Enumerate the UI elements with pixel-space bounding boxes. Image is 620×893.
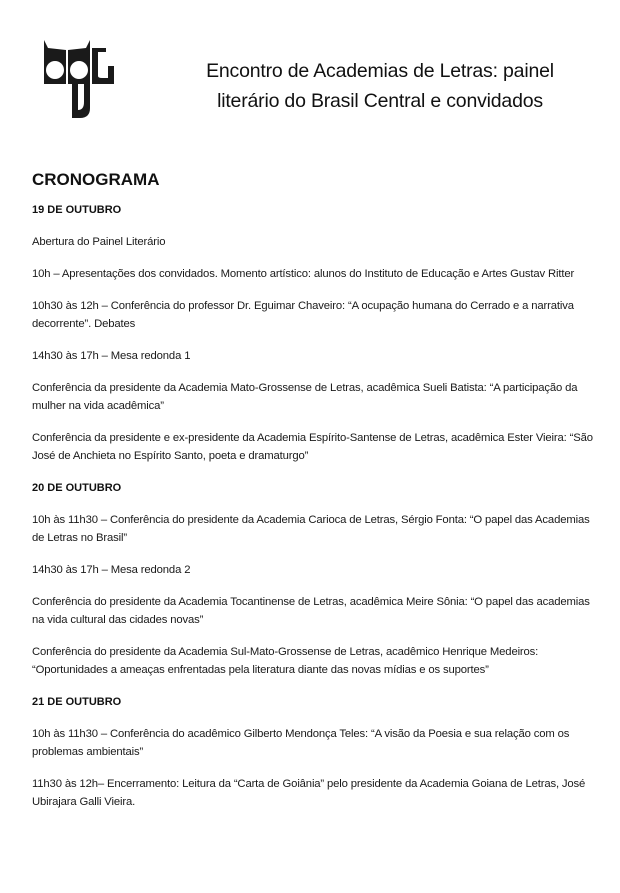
schedule-item: 10h – Apresentações dos convidados. Momento artístico: alunos do Instituto de Educação e Artes Gustav Ritter [32, 268, 575, 280]
schedule-item: 14h30 às 17h – Mesa redonda 1 [32, 350, 191, 362]
day-heading: 21 DE OUTUBRO [32, 696, 122, 708]
agl-logo-icon [42, 38, 116, 120]
day-heading: 20 DE OUTUBRO [32, 482, 122, 494]
title-line-1: Encontro de Academias de Letras: painel [206, 60, 554, 82]
title-line-2: literário do Brasil Central e convidados [217, 90, 543, 112]
schedule-item: 10h30 às 12h – Conferência do professor Dr. Eguimar Chaveiro: “A ocupação humana do Cerrado e a narrativa decorrente”. Debates [32, 300, 574, 330]
schedule-item: 10h às 11h30 – Conferência do acadêmico Gilberto Mendonça Teles: “A visão da Poesia e sua relação com os problemas ambientais” [32, 728, 570, 758]
schedule [32, 168, 597, 825]
schedule-item: Conferência do presidente da Academia Tocantinense de Letras, acadêmica Meire Sônia: “O papel das academias na vida cultural das cidades novas” [32, 596, 590, 626]
schedule-heading: CRONOGRAMA [32, 170, 160, 189]
schedule-item: 10h às 11h30 – Conferência do presidente da Academia Carioca de Letras, Sérgio Fonta: “O papel das Academias de Letras no Brasil” [32, 514, 590, 544]
schedule-item: Conferência da presidente da Academia Mato-Grossense de Letras, acadêmica Sueli Batista: “A participação da mulher na vida acadêmica” [32, 382, 578, 412]
schedule-item: Conferência do presidente da Academia Sul-Mato-Grossense de Letras, acadêmico Henrique Medeiros: “Oportunidades a ameaças enfrentadas pela literatura diante das novas mídias e os suportes” [32, 646, 539, 676]
schedule-item: 11h30 às 12h– Encerramento: Leitura da “Carta de Goiânia” pelo presidente da Academia Goiana de Letras, José Ubirajara Galli Vieira. [32, 778, 586, 808]
document-title [160, 56, 600, 116]
schedule-item: Conferência da presidente e ex-presidente da Academia Espírito-Santense de Letras, acadêmica Ester Vieira: “São José de Anchieta no Espírito Santo, poeta e dramaturgo” [32, 432, 593, 462]
schedule-item: 14h30 às 17h – Mesa redonda 2 [32, 564, 191, 576]
day-heading: 19 DE OUTUBRO [32, 204, 122, 216]
schedule-item: Abertura do Painel Literário [32, 236, 166, 248]
agl-logo [42, 38, 116, 120]
